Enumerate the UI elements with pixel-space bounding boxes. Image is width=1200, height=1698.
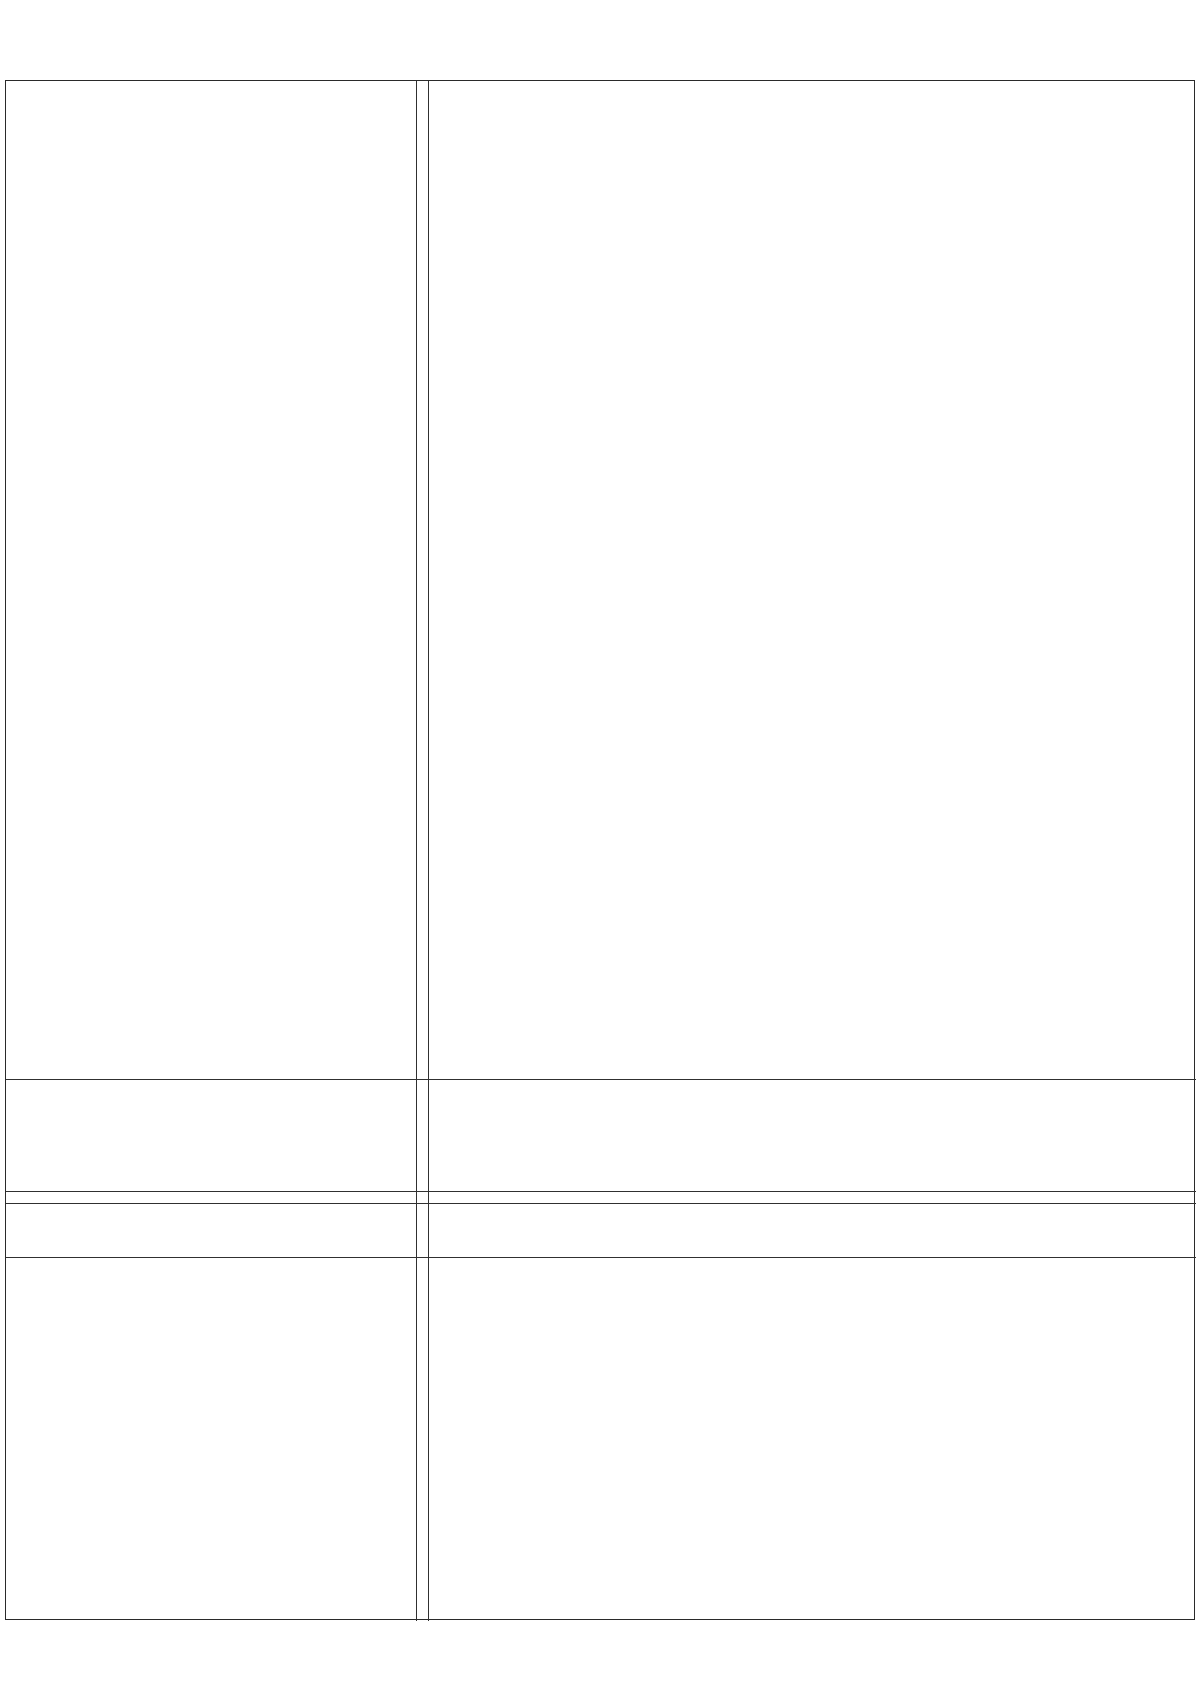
grid-line bbox=[416, 81, 417, 1621]
budget-program-table bbox=[5, 80, 1195, 1620]
grid-line bbox=[6, 1079, 1196, 1080]
grid-line bbox=[6, 1257, 1196, 1258]
grid-line bbox=[6, 1191, 1196, 1192]
grid-line bbox=[6, 1203, 1196, 1204]
grid-line bbox=[428, 81, 429, 1621]
